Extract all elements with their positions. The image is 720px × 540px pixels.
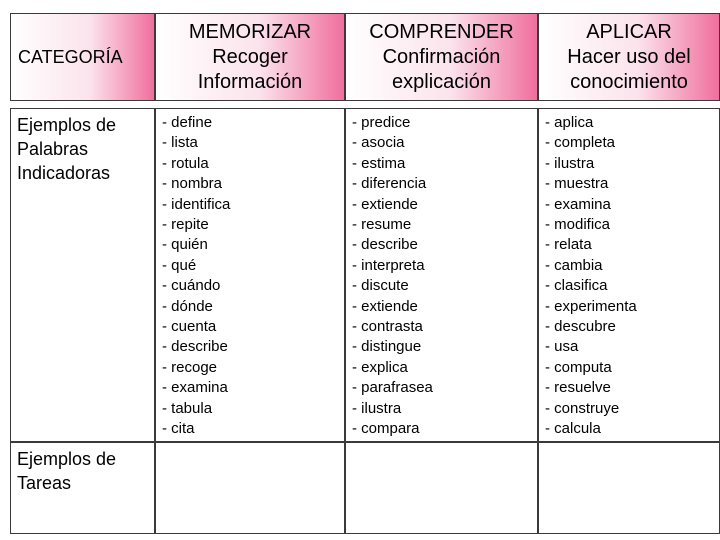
keywords-comprender-cell <box>345 108 538 442</box>
keywords-aplicar-list <box>539 109 719 440</box>
header-memorizar-text <box>189 20 311 95</box>
keyword-item: - completa <box>545 134 616 152</box>
header-aplicar-sub2: conocimiento <box>570 70 688 93</box>
keyword-item: - distingue <box>352 338 422 356</box>
keyword-item: - aplica <box>545 114 594 131</box>
keyword-item: - asocia <box>352 134 405 152</box>
keyword-item: - interpreta <box>352 256 425 274</box>
keyword-item: - qué <box>162 256 197 274</box>
keywords-aplicar-cell <box>538 108 720 442</box>
keyword-item: - define <box>162 114 213 131</box>
tasks-aplicar-cell <box>538 442 720 534</box>
keyword-item: - describe <box>352 236 418 254</box>
keyword-item: - dónde <box>162 297 213 315</box>
keywords-memorizar-list <box>156 109 344 440</box>
header-comprender-sub2: explicación <box>392 70 491 93</box>
keyword-item: - muestra <box>545 175 609 193</box>
header-memorizar-sub2: Información <box>197 70 303 93</box>
keyword-item: - quién <box>162 236 208 254</box>
keyword-item: - experimenta <box>545 297 637 315</box>
keyword-item: - resume <box>352 216 412 234</box>
keyword-item: - compara <box>352 420 420 438</box>
keyword-item: - cuenta <box>162 318 217 336</box>
keyword-item: - modifica <box>545 216 611 234</box>
keyword-item: - resuelve <box>545 379 611 397</box>
keyword-item: - extiende <box>352 195 418 213</box>
header-comprender-text <box>369 20 513 95</box>
keyword-item: - usa <box>545 338 579 356</box>
keyword-item: - ilustra <box>545 154 595 172</box>
tasks-memorizar-cell <box>155 442 345 534</box>
keyword-item: - repite <box>162 216 209 234</box>
keyword-item: - recoge <box>162 358 218 376</box>
header-memorizar-title: MEMORIZAR <box>188 20 312 43</box>
keyword-item: - predice <box>352 114 411 131</box>
header-aplicar-title: APLICAR <box>586 20 672 43</box>
header-aplicar-sub1: Hacer uso del <box>567 45 691 68</box>
header-comprender-sub1: Confirmación <box>382 45 501 68</box>
keyword-item: - discute <box>352 277 409 295</box>
keyword-item: - computa <box>545 358 612 376</box>
row-label-tasks-line1: Ejemplos de <box>17 449 117 469</box>
row-label-keywords-line2: Palabras <box>17 139 89 159</box>
header-category <box>10 13 155 101</box>
row-label-keywords-line1: Ejemplos de <box>17 115 117 135</box>
keyword-item: - extiende <box>352 297 418 315</box>
keyword-item: - descubre <box>545 318 616 336</box>
keyword-item: - calcula <box>545 420 601 438</box>
keyword-item: - construye <box>545 399 620 417</box>
keyword-item: - contrasta <box>352 318 423 336</box>
header-aplicar-text <box>567 20 690 95</box>
header-memorizar-sub1: Recoger <box>212 45 288 68</box>
keyword-item: - cuándo <box>162 277 221 295</box>
keyword-item: - explica <box>352 358 408 376</box>
keyword-item: - examina <box>545 195 611 213</box>
keyword-item: - cambia <box>545 256 603 274</box>
tasks-comprender-cell <box>345 442 538 534</box>
keyword-item: - estima <box>352 154 406 172</box>
keyword-item: - clasifica <box>545 277 608 295</box>
keyword-item: - ilustra <box>352 399 402 417</box>
keyword-item: - parafrasea <box>352 379 433 397</box>
keyword-item: - diferencia <box>352 175 427 193</box>
header-aplicar <box>538 13 720 101</box>
keyword-item: - rotula <box>162 154 209 172</box>
keyword-item: - nombra <box>162 175 223 193</box>
keyword-item: - cita <box>162 420 195 438</box>
row-label-tasks <box>10 442 155 534</box>
row-label-tasks-line2: Tareas <box>17 473 72 493</box>
keyword-item: - tabula <box>162 399 213 417</box>
header-category-label: CATEGORÍA <box>18 46 123 67</box>
row-label-keywords-line3: Indicadoras <box>17 163 111 183</box>
header-comprender <box>345 13 538 101</box>
keyword-item: - identifica <box>162 195 231 213</box>
keyword-item: - relata <box>545 236 592 254</box>
keyword-item: - describe <box>162 338 228 356</box>
keyword-item: - lista <box>162 134 198 152</box>
header-memorizar <box>155 13 345 101</box>
keyword-item: - examina <box>162 379 228 397</box>
row-label-keywords <box>10 108 155 442</box>
keywords-memorizar-cell <box>155 108 345 442</box>
header-comprender-title: COMPRENDER <box>369 20 514 43</box>
keywords-comprender-list <box>346 109 537 440</box>
